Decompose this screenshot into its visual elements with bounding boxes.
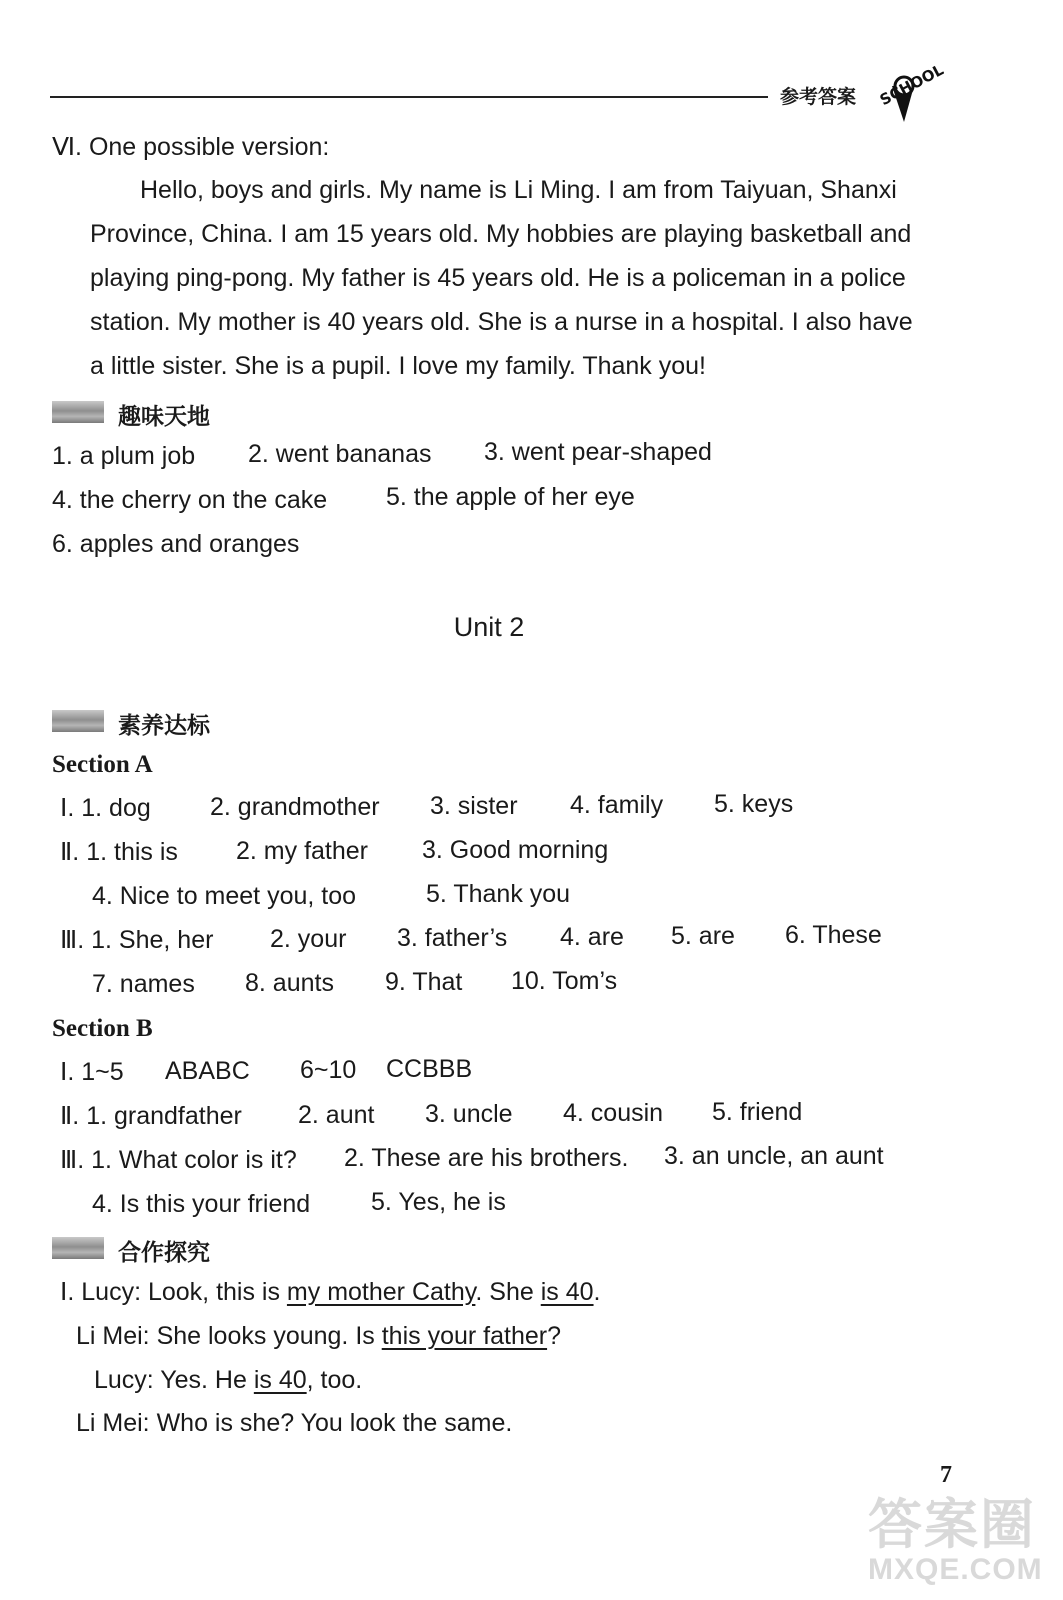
- sa-r3-2: 5. Thank you: [426, 880, 571, 908]
- watermark-logo-text: 答案圈: [868, 1493, 1036, 1556]
- sb-r2-4: 4. cousin: [563, 1099, 664, 1127]
- section-bar-icon: [52, 1237, 104, 1259]
- sb-r3-2: 2. These are his brothers.: [344, 1144, 629, 1172]
- fun-item-6: 6. apples and oranges: [52, 530, 300, 558]
- fun-item-3: 3. went pear-shaped: [484, 438, 712, 466]
- dialogue-line-3: [94, 1365, 362, 1395]
- page-number: 7: [940, 1462, 952, 1488]
- section-bar-icon: [52, 401, 104, 423]
- sb-r2-2: 2. aunt: [298, 1101, 375, 1129]
- fun-item-2: 2. went bananas: [248, 440, 432, 468]
- sa-r2-1: Ⅱ. 1. this is: [60, 838, 178, 866]
- sb-r4-1: 4. Is this your friend: [92, 1190, 311, 1218]
- d2-text-a: Li Mei: She looks young. Is: [76, 1322, 382, 1350]
- header-rule: [50, 96, 768, 98]
- d3-answer-1: is 40: [253, 1366, 307, 1394]
- sb-r3-3: 3. an uncle, an aunt: [664, 1142, 884, 1170]
- sa-r2-3: 3. Good morning: [422, 836, 609, 864]
- d1-answer-2: is 40: [540, 1278, 594, 1306]
- sa-r4-1: Ⅲ. 1. She, her: [60, 926, 214, 954]
- header-label: 参考答案: [780, 86, 857, 108]
- sb-r2-3: 3. uncle: [425, 1100, 513, 1128]
- unit-title: Unit 2: [453, 612, 525, 642]
- sa-r3-1: 4. Nice to meet you, too: [92, 882, 357, 910]
- sb-r1-4: CCBBB: [386, 1055, 473, 1083]
- sb-r4-2: 5. Yes, he is: [371, 1188, 506, 1216]
- watermark: [868, 1482, 1043, 1587]
- sa-r1-4: 4. family: [570, 791, 664, 819]
- fun-item-1: 1. a plum job: [52, 442, 196, 470]
- d2-answer-1: this your father: [381, 1322, 548, 1350]
- d3-text-b: , too.: [306, 1366, 363, 1394]
- sa-r5-2: 8. aunts: [245, 969, 334, 997]
- watermark-url: MXQE.COM: [868, 1553, 1043, 1586]
- sb-r1-2: ABABC: [165, 1057, 250, 1085]
- dialogue-line-2: [76, 1321, 561, 1351]
- vi-line-3: playing ping-pong. My father is 45 years old. He is a policeman in a police: [90, 264, 906, 292]
- sa-r4-6: 6. These: [785, 921, 882, 949]
- school-logo-icon: [868, 60, 944, 126]
- d1-answer-1: my mother Cathy: [286, 1278, 476, 1306]
- svg-text:SCHOOL: SCHOOL: [876, 60, 944, 110]
- fun-title: 趣味天地: [118, 404, 210, 430]
- d1-text-b: . She: [475, 1278, 541, 1306]
- sb-r1-3: 6~10: [300, 1056, 357, 1084]
- vi-line-1: Hello, boys and girls. My name is Li Ming. I am from Taiyuan, Shanxi: [140, 176, 897, 204]
- literacy-title: 素养达标: [118, 713, 210, 739]
- section-bar-icon: [52, 710, 104, 732]
- sb-r2-5: 5. friend: [712, 1098, 803, 1126]
- sa-r1-1: Ⅰ. 1. dog: [60, 794, 151, 822]
- dialogue-line-4: Li Mei: Who is she? You look the same.: [76, 1409, 513, 1437]
- sb-r2-1: Ⅱ. 1. grandfather: [60, 1102, 242, 1130]
- sa-r4-4: 4. are: [560, 923, 624, 951]
- d1-text-c: .: [593, 1278, 601, 1306]
- sa-r4-5: 5. are: [671, 922, 735, 950]
- sa-r5-3: 9. That: [385, 968, 463, 996]
- sa-r4-2: 2. your: [270, 925, 347, 953]
- fun-item-4: 4. the cherry on the cake: [52, 486, 328, 514]
- vi-heading: Ⅵ. One possible version:: [52, 133, 330, 161]
- sa-r4-3: 3. father’s: [397, 924, 508, 952]
- sa-r1-5: 5. keys: [714, 790, 794, 818]
- sb-r3-1: Ⅲ. 1. What color is it?: [60, 1146, 297, 1174]
- cooperate-title: 合作探究: [118, 1240, 210, 1266]
- sb-r1-1: Ⅰ. 1~5: [60, 1058, 124, 1086]
- vi-line-4: station. My mother is 40 years old. She is a nurse in a hospital. I also have: [90, 308, 913, 336]
- vi-line-2: Province, China. I am 15 years old. My hobbies are playing basketball and: [90, 220, 912, 248]
- d1-text-a: Ⅰ. Lucy: Look, this is: [60, 1278, 287, 1306]
- d3-text-a: Lucy: Yes. He: [94, 1366, 254, 1394]
- vi-line-5: a little sister. She is a pupil. I love my family. Thank you!: [90, 352, 707, 380]
- sa-r5-4: 10. Tom’s: [511, 967, 618, 995]
- sa-r1-3: 3. sister: [430, 792, 518, 820]
- dialogue-line-1: [60, 1277, 601, 1307]
- sa-r5-1: 7. names: [92, 970, 195, 998]
- sa-r2-2: 2. my father: [236, 837, 368, 865]
- fun-item-5: 5. the apple of her eye: [386, 483, 635, 511]
- d2-text-b: ?: [547, 1322, 561, 1350]
- section-b-label: Section B: [52, 1015, 153, 1042]
- section-a-label: Section A: [52, 751, 153, 778]
- sa-r1-2: 2. grandmother: [210, 793, 380, 821]
